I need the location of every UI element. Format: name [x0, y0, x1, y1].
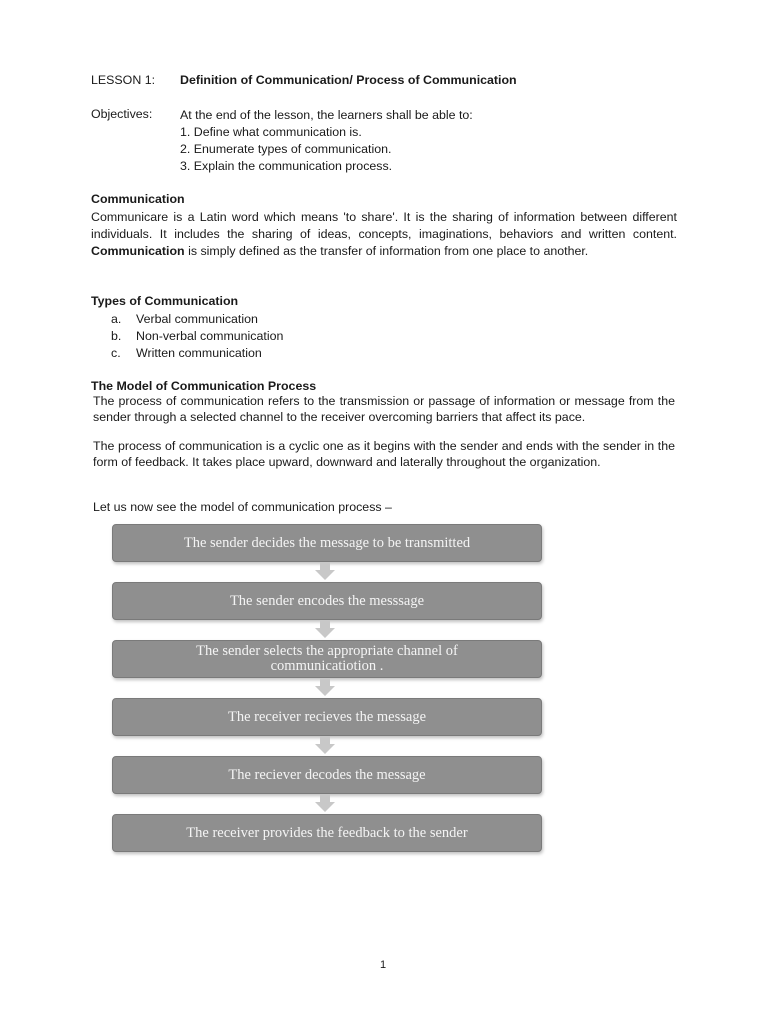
objectives-intro: At the end of the lesson, the learners shall be able to: [180, 108, 473, 122]
list-item [111, 345, 283, 362]
list-item [111, 328, 283, 345]
communication-text-part1: Communicare is a Latin word which means 'to share'. It is the sharing of information between different individuals. It includes the sharing of ideas, concepts, imaginations, behaviors and written content. [91, 210, 677, 241]
lesson-title: Definition of Communication/ Process of Communication [180, 73, 517, 87]
model-paragraph-2: The process of communication is a cyclic one as it begins with the sender and ends with the sender in the form of feedback. It takes place upward, downward and laterally throughout the organization. [93, 439, 675, 469]
list-marker: c. [111, 346, 121, 360]
list-marker: a. [111, 312, 122, 326]
communication-text-part2: is simply defined as the transfer of information from one place to another. [188, 244, 589, 258]
communication-heading: Communication [91, 192, 185, 206]
lesson-label: LESSON 1: [91, 73, 156, 87]
model-paragraph-1: The process of communication refers to the transmission or passage of information or message from the sender through a selected channel to the receiver overcoming barriers that affect its pace. [93, 394, 675, 424]
communication-paragraph [91, 209, 677, 260]
flow-arrow-icon [315, 562, 335, 580]
objectives-block [180, 107, 473, 175]
flow-step-decode: The reciever decodes the message [112, 756, 542, 794]
list-item-text: Non-verbal communication [136, 329, 284, 343]
types-heading: Types of Communication [91, 294, 239, 308]
flow-arrow-icon [315, 620, 335, 638]
model-heading: The Model of Communication Process [91, 379, 317, 393]
flow-step-decide: The sender decides the message to be transmitted [112, 524, 542, 562]
flow-step-channel: The sender selects the appropriate channel of communicatiotion . [112, 640, 542, 678]
flow-arrow-icon [315, 678, 335, 696]
objective-item: 2. Enumerate types of communication. [180, 142, 392, 156]
page-number: 1 [380, 959, 387, 971]
list-item-text: Verbal communication [136, 312, 258, 326]
types-list [111, 311, 283, 362]
objectives-label: Objectives: [91, 107, 153, 121]
list-marker: b. [111, 329, 122, 343]
list-item [111, 311, 283, 328]
objective-item: 1. Define what communication is. [180, 125, 362, 139]
objective-item: 3. Explain the communication process. [180, 159, 393, 173]
communication-bold-term: Communication [91, 244, 185, 258]
list-item-text: Written communication [136, 346, 262, 360]
flow-step-feedback: The receiver provides the feedback to the sender [112, 814, 542, 852]
model-intro: Let us now see the model of communication process – [93, 500, 392, 514]
flow-step-receive: The receiver recieves the message [112, 698, 542, 736]
flow-step-encode: The sender encodes the messsage [112, 582, 542, 620]
flow-arrow-icon [315, 736, 335, 754]
flow-arrow-icon [315, 794, 335, 812]
